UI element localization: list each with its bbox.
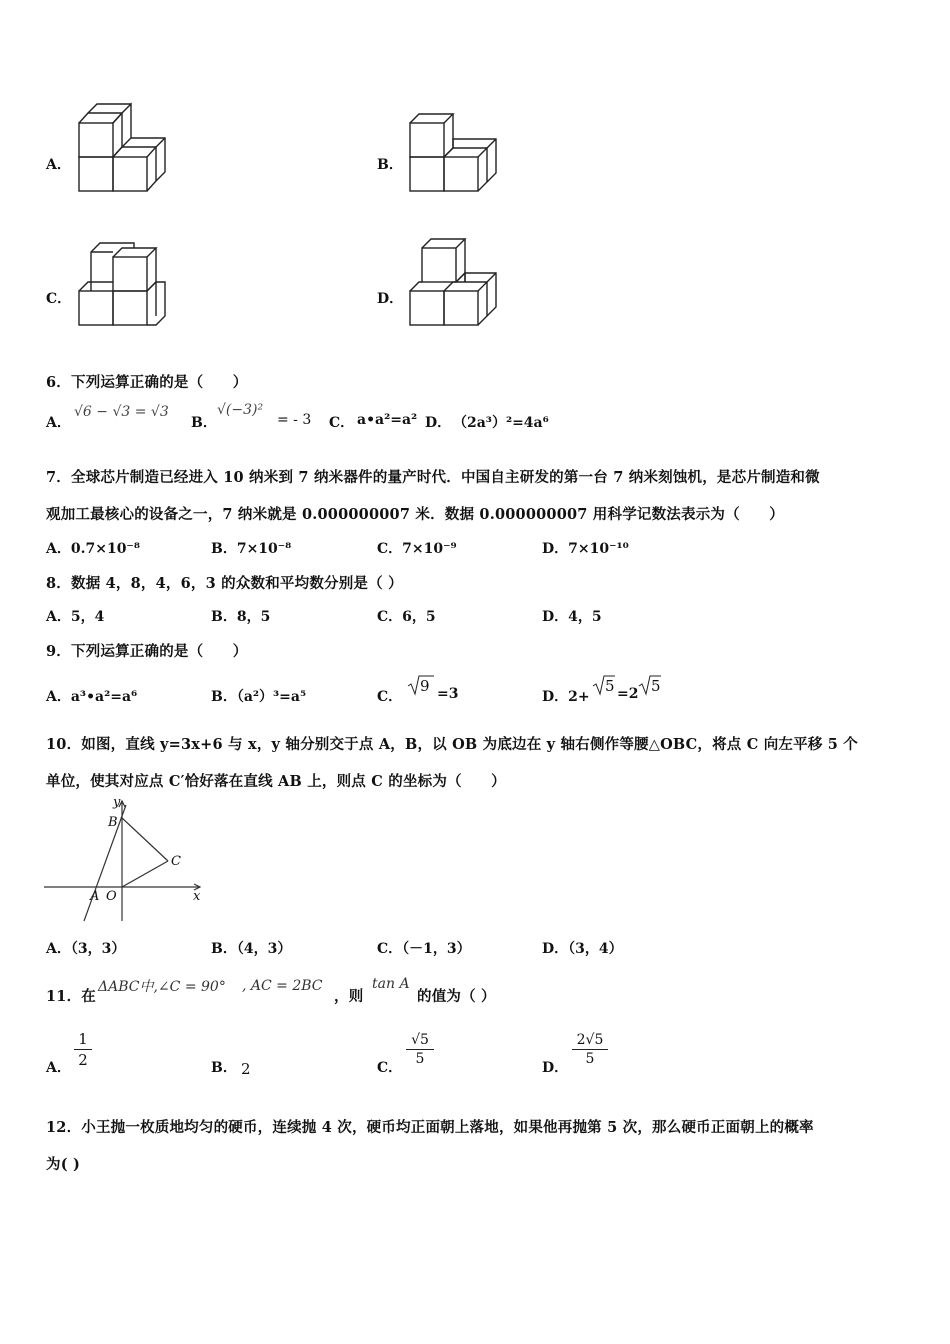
q6-option-b-label: B． bbox=[191, 415, 217, 431]
q8-option-d: D．4，5 bbox=[542, 609, 602, 625]
q10-label-y: y bbox=[113, 795, 121, 810]
q10-stem-line2: 单位，使其对应点 C′恰好落在直线 AB 上，则点 C 的坐标为（ ） bbox=[46, 773, 506, 790]
q5-option-a-label: A． bbox=[46, 157, 71, 173]
q11-option-d-fraction bbox=[572, 1032, 608, 1067]
q5-option-c-label: C． bbox=[46, 291, 72, 307]
q11-option-c-label: C． bbox=[377, 1060, 403, 1076]
q5-option-b-figure bbox=[407, 110, 507, 195]
q6-option-a-label: A． bbox=[46, 415, 71, 431]
q11-mid: ，则 bbox=[334, 988, 364, 1005]
q5-option-d-label: D． bbox=[377, 291, 404, 307]
q5-option-b-label: B． bbox=[377, 157, 403, 173]
q12-stem-line1: 12．小王抛一枚质地均匀的硬币，连续抛 4 次，硬币均正面朝上落地，如果他再抛第 5 次，那么硬币正面朝上的概率 bbox=[46, 1119, 814, 1136]
q9-option-b: B．（a²）³=a⁵ bbox=[211, 689, 307, 705]
q10-label-o: O bbox=[106, 889, 117, 904]
q5-option-c-figure bbox=[76, 234, 176, 329]
q10-option-d: D．（3，4） bbox=[542, 941, 623, 957]
q7-stem-line1: 7．全球芯片制造已经进入 10 纳米到 7 纳米器件的量产时代．中国自主研发的第一台 7 纳米刻蚀机，是芯片制造和微 bbox=[46, 469, 820, 486]
q10-figure bbox=[44, 797, 204, 922]
q9-option-c-label: C． bbox=[377, 689, 403, 705]
q9-stem: 9．下列运算正确的是（ ） bbox=[46, 643, 248, 660]
q10-label-c: C bbox=[171, 854, 181, 869]
q8-option-b: B．8，5 bbox=[211, 609, 271, 625]
q8-option-a: A．5，4 bbox=[46, 609, 105, 625]
q7-option-a: A．0.7×10⁻⁸ bbox=[46, 541, 140, 557]
q11-condition: ΔABC中,∠C = 90° bbox=[98, 979, 226, 995]
q6-option-d-label: D． bbox=[425, 415, 452, 431]
q10-label-a: A bbox=[90, 889, 100, 904]
q11-option-b-value: 2 bbox=[241, 1060, 251, 1078]
q8-stem: 8．数据 4，8，4，6，3 的众数和平均数分别是（ ） bbox=[46, 575, 403, 592]
q11-option-a-label: A． bbox=[46, 1060, 71, 1076]
q6-option-c-expr: a•a²=a² bbox=[357, 412, 418, 428]
q11-option-c-fraction bbox=[406, 1032, 434, 1067]
q10-stem-line1: 10．如图，直线 y=3x+6 与 x，y 轴分别交于点 A，B，以 OB 为底边在 y 轴右侧作等腰△OBC，将点 C 向左平移 5 个 bbox=[46, 736, 859, 753]
q11-option-a-fraction bbox=[74, 1030, 92, 1069]
q5-option-a-figure bbox=[76, 100, 176, 195]
q9-option-a: A．a³•a²=a⁶ bbox=[46, 689, 138, 705]
q7-option-d: D．7×10⁻¹⁰ bbox=[542, 541, 629, 557]
q11-option-b-label: B． bbox=[211, 1060, 237, 1076]
q11-option-d-denominator: 5 bbox=[585, 1051, 595, 1067]
q6-option-b-expr: √(−3)² bbox=[217, 402, 264, 418]
q9-option-d-mid: =2 bbox=[617, 686, 639, 702]
q11-option-d-label: D． bbox=[542, 1060, 569, 1076]
q9-option-c-radicand: 9 bbox=[420, 677, 430, 695]
q7-option-b: B．7×10⁻⁸ bbox=[211, 541, 292, 557]
q12-stem-line2: 为( ) bbox=[46, 1156, 81, 1173]
q11-option-c-numerator: √5 bbox=[406, 1032, 434, 1050]
q11-suffix: 的值为（ ） bbox=[417, 988, 496, 1005]
q11-option-a-numerator: 1 bbox=[74, 1030, 92, 1050]
q6-option-a-expr: √6 − √3 = √3 bbox=[74, 404, 169, 420]
q11-condition2: , AC = 2BC bbox=[242, 978, 323, 994]
q11-option-c-denominator: 5 bbox=[415, 1051, 425, 1067]
q9-option-d-radicand: 5 bbox=[605, 677, 615, 695]
q11-prefix: 11．在 bbox=[46, 988, 96, 1005]
q10-label-b: B bbox=[108, 815, 118, 830]
q9-option-c-tail: =3 bbox=[437, 686, 459, 702]
q9-option-d-radicand2: 5 bbox=[651, 677, 661, 695]
q10-option-c: C．（－1，3） bbox=[377, 941, 471, 957]
q8-option-c: C．6，5 bbox=[377, 609, 436, 625]
q11-option-d-numerator: 2√5 bbox=[572, 1032, 608, 1050]
q10-option-a: A．（3，3） bbox=[46, 941, 126, 957]
q7-option-c: C．7×10⁻⁹ bbox=[377, 541, 457, 557]
q7-stem-line2: 观加工最核心的设备之一，7 纳米就是 0.000000007 米．数据 0.000000007 用科学记数法表示为（ ） bbox=[46, 506, 784, 523]
q11-tan: tan A bbox=[372, 976, 410, 992]
q10-option-b: B．（4，3） bbox=[211, 941, 292, 957]
q10-label-x: x bbox=[193, 889, 201, 904]
q6-option-c-label: C． bbox=[329, 415, 355, 431]
q11-option-a-denominator: 2 bbox=[78, 1051, 88, 1069]
q9-option-d-label: D．2+ bbox=[542, 689, 590, 705]
q6-option-b-tail: = - 3 bbox=[277, 412, 312, 428]
q6-stem: 6．下列运算正确的是（ ） bbox=[46, 374, 248, 391]
q5-option-d-figure bbox=[407, 234, 507, 329]
q6-option-d-expr: （2a³）²=4a⁶ bbox=[453, 415, 549, 431]
